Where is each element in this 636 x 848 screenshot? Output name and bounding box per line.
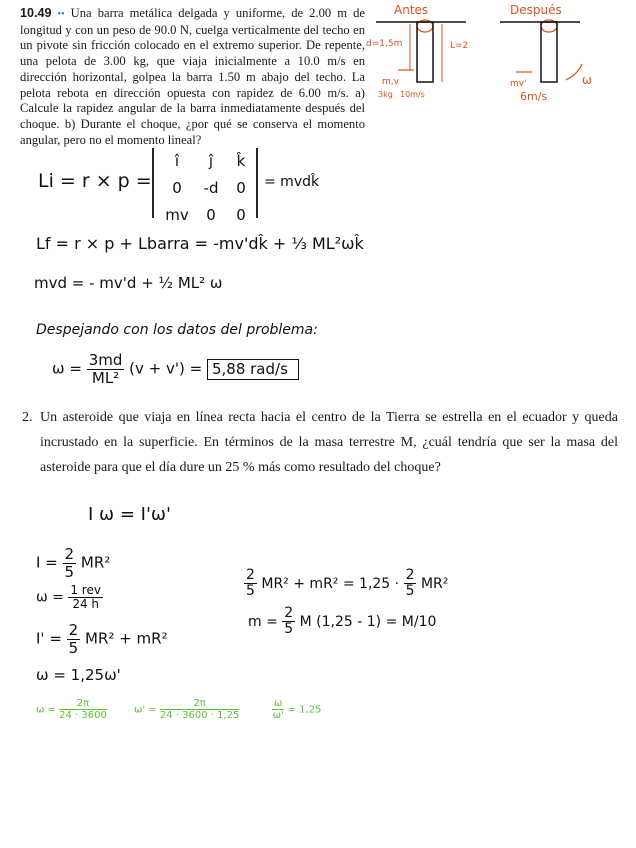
- despues-label: Después: [510, 3, 562, 17]
- det-row-2: 0 -d 0: [172, 179, 246, 197]
- Li-result: = mvdk̂: [264, 174, 320, 190]
- velocity-label: 10m/s: [400, 90, 425, 99]
- omega-label: ω: [582, 73, 593, 87]
- w-relation: ω = 1,25ω': [36, 666, 121, 684]
- mv-label: m,v: [382, 77, 399, 87]
- problem-1-number: 10.49: [20, 6, 52, 20]
- det-row-1: î ĵ k̂: [174, 152, 246, 170]
- antes-label: Antes: [394, 3, 429, 17]
- Lf-equation: Lf = r × p + Lbarra = -mv'dk̂ + ⅓ ML²ωk̂: [36, 234, 364, 253]
- conservation-equation: I ω = I'ω': [88, 504, 171, 525]
- difficulty-dots: ••: [57, 9, 65, 20]
- vp-label: 6m/s: [520, 90, 548, 103]
- rotation-arrow: [566, 64, 582, 80]
- solving-heading: Despejando con los datos del problema:: [36, 322, 318, 338]
- omega-equation: ω = $\frac{3md}{\text{ML²}}$ (v + v') = 5,88 rad/s: [52, 352, 299, 386]
- omega-result-box: 5,88 rad/s: [207, 359, 299, 380]
- Li-label: Li = r × p =: [38, 170, 152, 192]
- problem-2-number: 2.: [22, 410, 33, 425]
- balance-equation: mvd = - mv'd + ½ ML² ω: [34, 274, 223, 292]
- w-equation: ω = $\frac{\text{1 rev}}{24 h}$: [36, 583, 101, 612]
- right-equation-2: m = $\frac{2}{5}$ M (1,25 - 1) = M/10: [248, 605, 437, 638]
- I-equation: I = $\frac{2}{5}$ MR²: [36, 545, 111, 581]
- green-equation-2: ω' = $\frac{2\pi}{24 \cdot 3600 \cdot 1,25}$: [134, 698, 240, 721]
- Ip-equation: I' = $\frac{2}{5}$ MR² + mR²: [36, 621, 168, 657]
- d-label: d=1,5m: [366, 39, 403, 49]
- det-row-3: mv 0 0: [165, 206, 246, 224]
- mass-label: 3kg: [378, 90, 393, 99]
- collision-diagram: [0, 0, 636, 120]
- right-equation-1: $\frac{2}{5}$ MR² + mR² = 1,25 · $\frac{2}{5}$ MR²: [246, 567, 449, 600]
- problem-1-text: Una barra metálica delgada y uniforme, de 2.00 m de longitud y con un peso de 90.0 N, cuelga verticalmente del techo en un pivote sin fricción colocado en el extremo superior. De repente, una pelota de 3.00 kg, que viaja inicialmente a 10.0 m/s en dirección horizontal, golpea la barra 1.50 m abajo del techo. La pelota rebota en dirección opuesta con rapidez de 6.00 m/s. a) Calcule la rapidez angular de la barra inmediatamente después del choque. b) Durante el choque, ¿por qué se conserva el momento angular, pero no el momento lineal?: [20, 6, 365, 147]
- green-equation-3: $\frac{\omega}{\omega'}$ = 1,25: [272, 698, 322, 721]
- mvp-label: mv': [510, 79, 527, 89]
- green-equation-1: ω = $\frac{2\pi}{24 \cdot 3600}$: [36, 698, 107, 721]
- determinant: [160, 148, 254, 229]
- omega-fraction: $\frac{3md}{\text{ML²}}$: [88, 351, 123, 387]
- problem-2-text: Un asteroide que viaja en línea recta hacia el centro de la Tierra se estrella en el ecuador y queda incrustado en la superficie. En términos de la masa terrestre M, ¿cuál tendría que ser la masa del asteroide para que el día dure un 25 % más como resultado del choque?: [40, 410, 618, 475]
- L-label: L=2: [450, 41, 469, 51]
- problem-2-statement: [22, 405, 618, 480]
